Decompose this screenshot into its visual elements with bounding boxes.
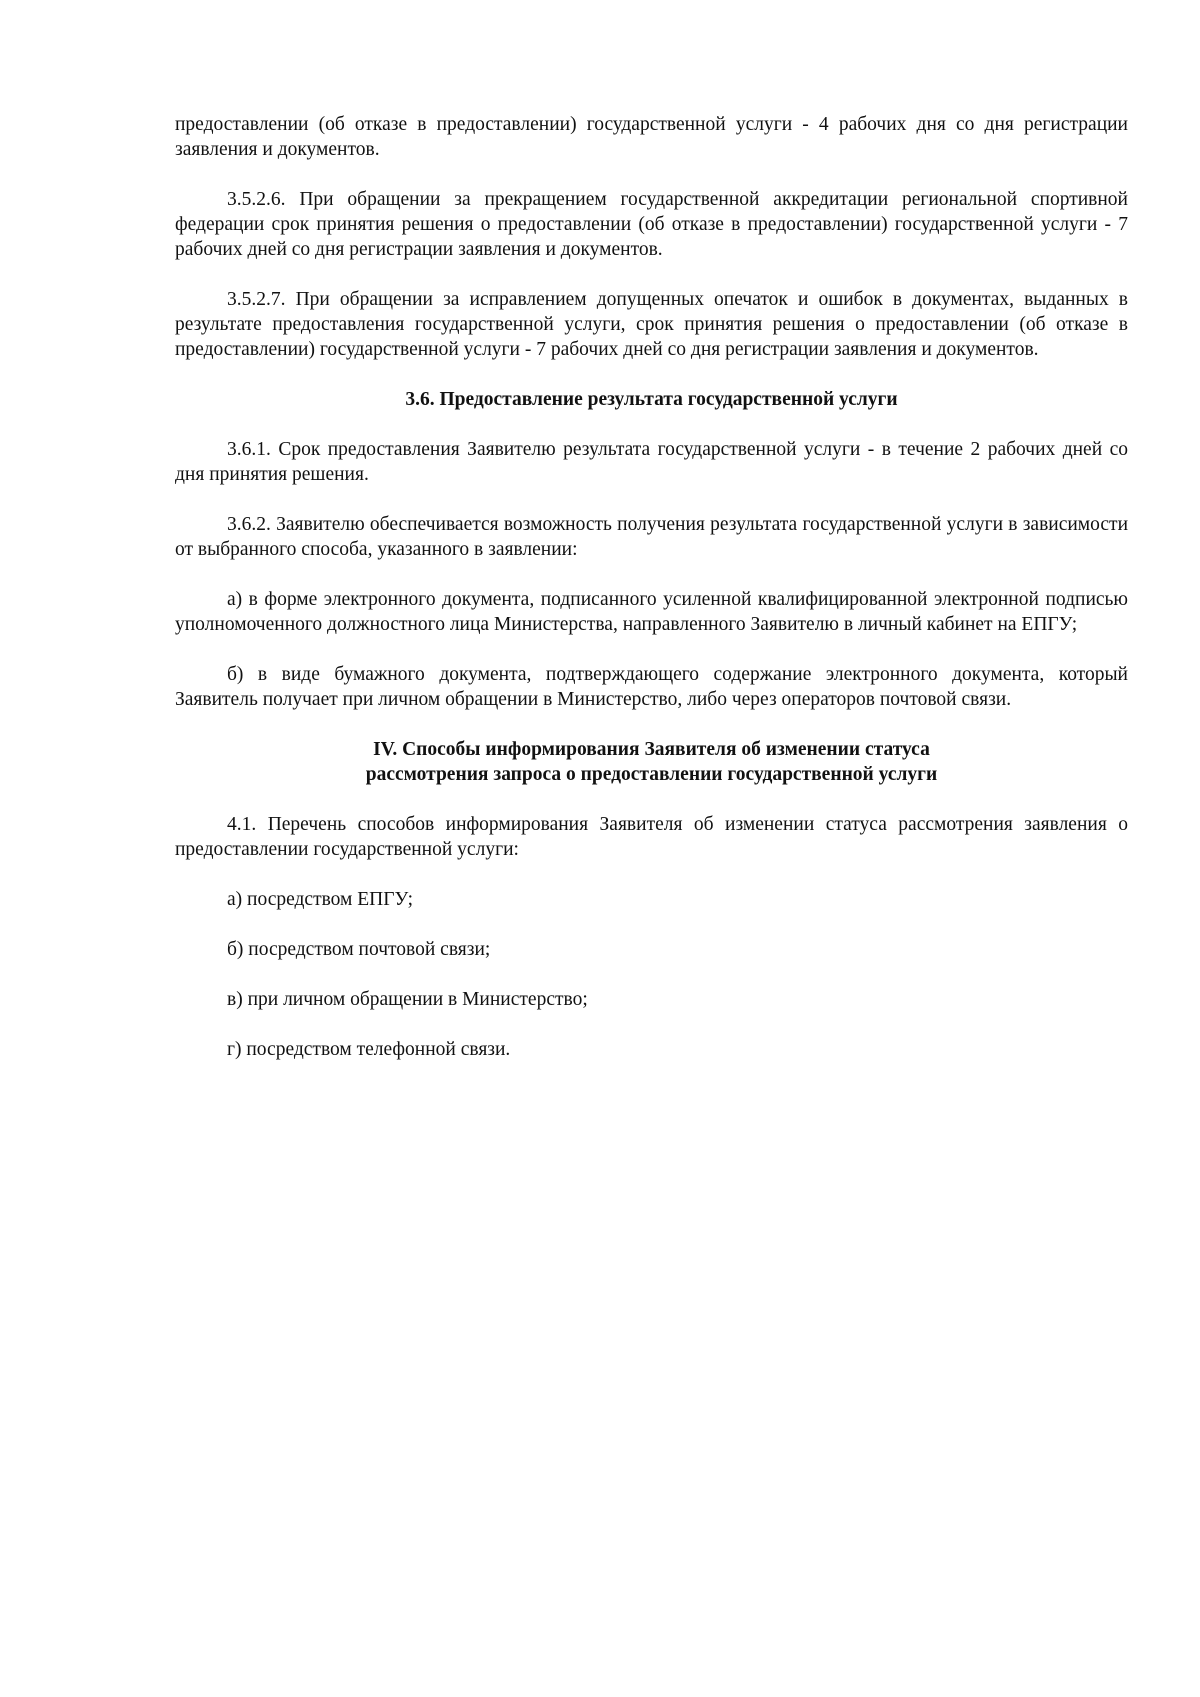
section-heading-3-6: 3.6. Предоставление результата государственной услуги <box>405 389 898 410</box>
paragraph-4-1: 4.1. Перечень способов информирования Заявителя об изменении статуса рассмотрения заявления о предоставлении государственной услуги: <box>175 814 1128 860</box>
list-item: в) при личном обращении в Министерство; <box>227 989 588 1010</box>
paragraph-3-6-2-b: б) в виде бумажного документа, подтверждающего содержание электронного документа, который Заявитель получает при личном обращении в Министерство, либо через операторов почтовой связи. <box>175 664 1128 710</box>
paragraph-3-6-2-a: а) в форме электронного документа, подписанного усиленной квалифицированной электронной подписью уполномоченного должностного лица Министерства, направленного Заявителю в личный кабинет на ЕПГУ; <box>175 589 1128 635</box>
paragraph-3-5-2-7: 3.5.2.7. При обращении за исправлением допущенных опечаток и ошибок в документах, выданных в результате предоставления государственной услуги, срок принятия решения о предоставлении (об отказе в предоставлении) государственной услуги - 7 рабочих дней со дня регистрации заявления и документов. <box>175 289 1128 360</box>
document-page <box>175 112 1128 1062</box>
list-item: б) посредством почтовой связи; <box>227 939 491 960</box>
paragraph-3-6-2: 3.6.2. Заявителю обеспечивается возможность получения результата государственной услуги в зависимости от выбранного способа, указанного в заявлении: <box>175 514 1128 560</box>
section-heading-iv-line1: IV. Способы информирования Заявителя об изменении статуса <box>373 739 930 760</box>
list-item: г) посредством телефонной связи. <box>227 1039 511 1060</box>
section-heading-iv-line2: рассмотрения запроса о предоставлении государственной услуги <box>365 764 938 785</box>
paragraph-3-5-2-6: 3.5.2.6. При обращении за прекращением государственной аккредитации региональной спортивной федерации срок принятия решения о предоставлении (об отказе в предоставлении) государственной услуги - 7 рабочих дней со дня регистрации заявления и документов. <box>175 189 1128 260</box>
paragraph-continued: предоставлении (об отказе в предоставлении) государственной услуги - 4 рабочих дня со дня регистрации заявления и документов. <box>175 114 1128 160</box>
section-heading-iv <box>175 737 1128 787</box>
list-item: а) посредством ЕПГУ; <box>227 889 414 910</box>
paragraph-3-6-1: 3.6.1. Срок предоставления Заявителю результата государственной услуги - в течение 2 рабочих дней со дня принятия решения. <box>175 439 1128 485</box>
